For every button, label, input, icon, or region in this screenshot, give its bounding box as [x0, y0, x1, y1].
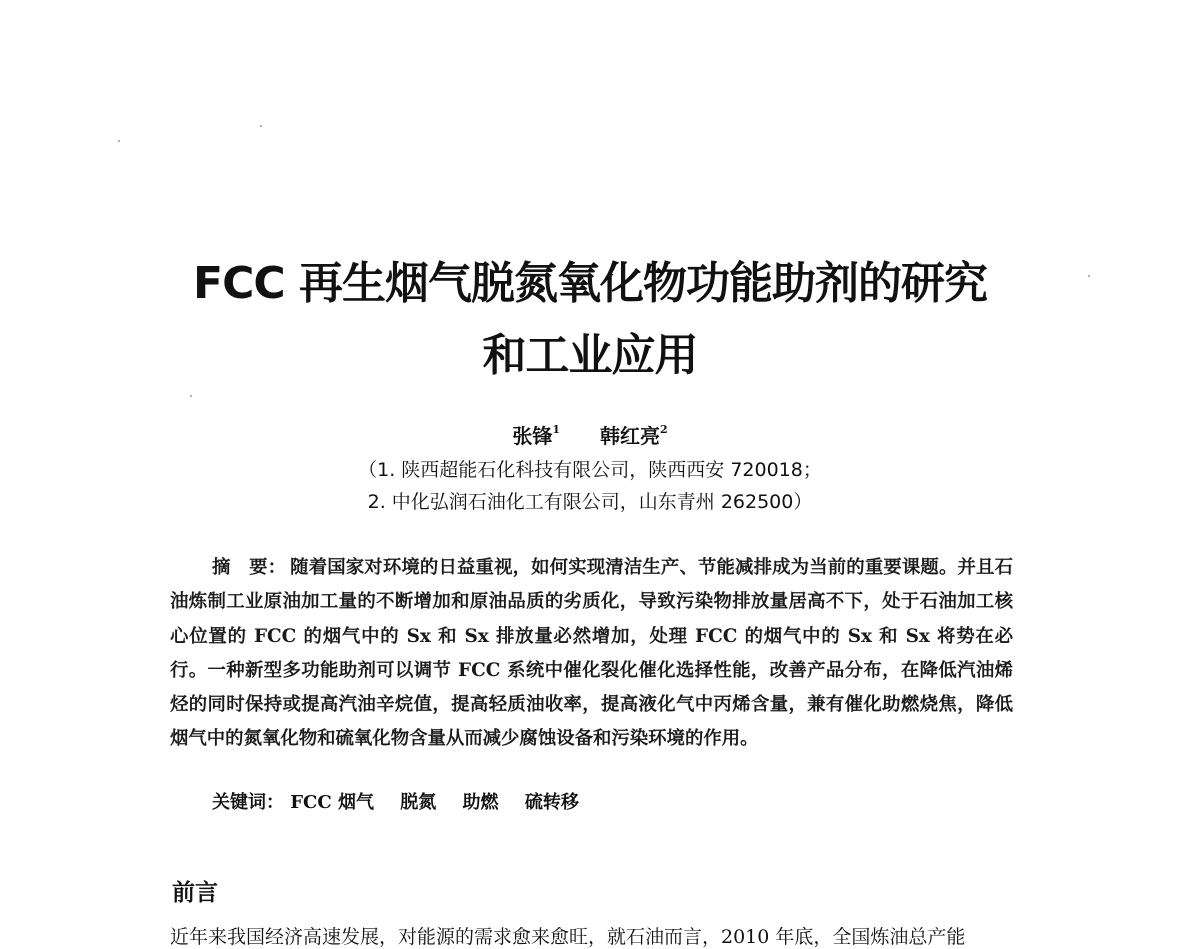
- abstract: [170, 551, 1013, 757]
- affiliation-line-1: （1. 陕西超能石化科技有限公司，陕西西安 720018；: [358, 459, 822, 481]
- affiliation-line-2: 2. 中化弘润石油化工有限公司，山东青州 262500）: [367, 491, 813, 513]
- section-heading: 前言: [172, 880, 218, 906]
- keyword: 硫转移: [524, 792, 579, 813]
- scan-speck: [260, 125, 262, 127]
- abstract-label: 摘 要：: [212, 557, 287, 578]
- paper-title-line-1: FCC 再生烟气脱氮氧化物功能助剂的研究: [193, 258, 987, 309]
- author-name: 张锋: [512, 424, 553, 448]
- body-text-line: 近年来我国经济高速发展，对能源的需求愈来愈旺，就石油而言，2010 年底，全国炼油总产能: [170, 926, 966, 948]
- keywords: [212, 788, 599, 814]
- author-list: [0, 420, 1180, 449]
- scan-speck: [118, 140, 120, 142]
- author-name: 韩红亮: [599, 424, 660, 448]
- keywords-label: 关键词：: [212, 792, 284, 813]
- keyword: FCC 烟气: [290, 792, 374, 813]
- paper-title-line-2: 和工业应用: [482, 330, 698, 381]
- author-affiliation-mark: 2: [659, 423, 668, 437]
- abstract-text: 随着国家对环境的日益重视，如何实现清洁生产、节能减排成为当前的重要课题。并且石油炼制工业原油加工量的不断增加和原油品质的劣质化，导致污染物排放量居高不下，处于石油加工核心位置的 FCC 的烟气中的 Sx 和 Sx 排放量必然增加，处理 FCC 的烟气中的 Sx 和 Sx 将势在必行。一种新型多功能助剂可以调节 FCC 系统中催化裂化催化选择性能，改善产品分布，在降低汽油烯烃的同时保持或提高汽油辛烷值，提高轻质油收率，提高液化气中丙烯含量，兼有催化助燃烧焦，降低烟气中的氮氧化物和硫氧化物含量从而减少腐蚀设备和污染环境的作用。: [170, 557, 1013, 750]
- author-affiliation-mark: 1: [552, 423, 561, 437]
- scan-speck: [190, 395, 192, 397]
- keyword: 助燃: [462, 792, 499, 813]
- keyword: 脱氮: [400, 792, 437, 813]
